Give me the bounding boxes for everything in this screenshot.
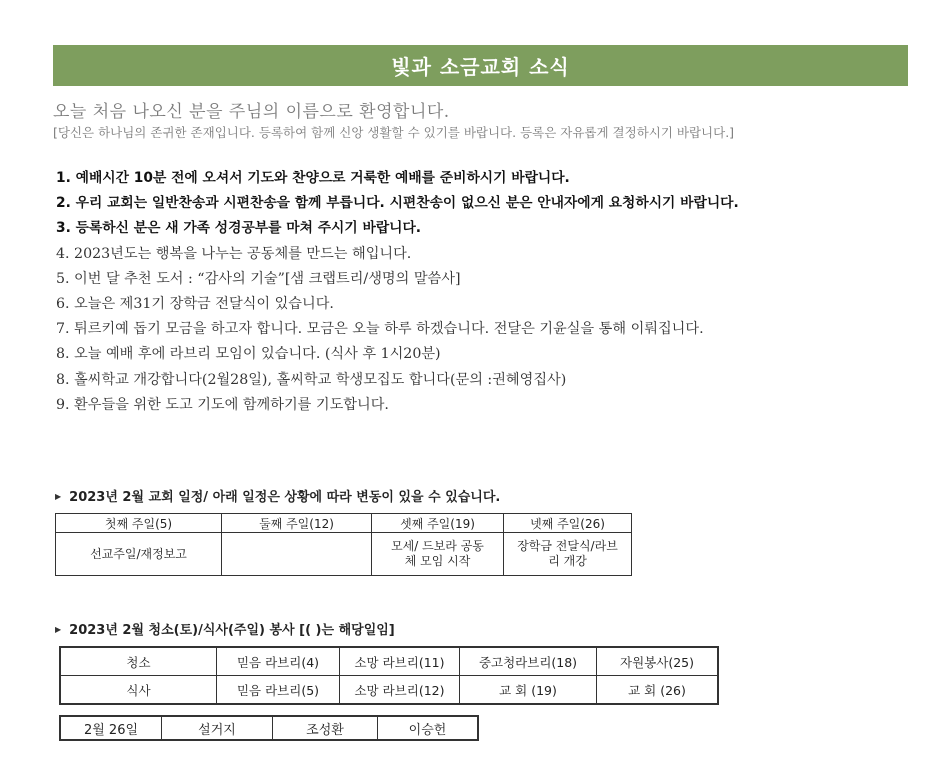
table-cell: 이승헌 — [378, 716, 479, 740]
table-cell: 소망 라브리(12) — [340, 676, 460, 705]
table-header-row — [56, 514, 632, 533]
table-cell: 2월 26일 — [60, 716, 162, 740]
table-cell — [222, 533, 372, 576]
welcome-subtext: [당신은 하나님의 존귀한 존재입니다. 등록하여 함께 신앙 생활할 수 있기를 바랍니다. 등록은 자유롭게 결정하시기 바랍니다.] — [53, 125, 735, 140]
table-cell: 자원봉사(25) — [597, 647, 719, 676]
table-cell: 설거지 — [162, 716, 273, 740]
column-header: 셋째 주일(19) — [372, 514, 504, 533]
notice-item: 5. 이번 달 추천 도서 : “감사의 기술”[샘 크랩트리/생명의 말씀사] — [56, 270, 461, 287]
notice-item: 2. 우리 교회는 일반찬송과 시편찬송을 함께 부릅니다. 시편찬송이 없으신 분은 안내자에게 요청하시기 바랍니다. — [56, 195, 739, 212]
notice-item: 7. 튀르키예 돕기 모금을 하고자 합니다. 모금은 오늘 하루 하겠습니다. 전달은 기윤실을 통해 이뤄집니다. — [56, 321, 704, 338]
table-row — [60, 647, 718, 676]
column-header: 넷째 주일(26) — [504, 514, 632, 533]
bullet-triangle-icon: ▶ — [55, 625, 62, 634]
notice-item: 1. 예배시간 10분 전에 오셔서 기도와 찬양으로 거룩한 예배를 준비하시기 바랍니다. — [56, 170, 570, 186]
schedule-section-title — [55, 486, 500, 505]
notice-item: 6. 오늘은 제31기 장학금 전달식이 있습니다. — [56, 296, 334, 313]
notice-item: 8. 오늘 예배 후에 라브리 모임이 있습니다. (식사 후 1시20분) — [56, 346, 441, 363]
table-cell: 교 회 (26) — [597, 676, 719, 705]
table-cell: 중고청라브리(18) — [460, 647, 597, 676]
column-header: 둘째 주일(12) — [222, 514, 372, 533]
welcome-message: 오늘 처음 나오신 분을 주님의 이름으로 환영합니다. — [53, 102, 450, 122]
table-cell: 조성환 — [273, 716, 378, 740]
table-cell: 선교주일/재정보고 — [56, 533, 222, 576]
table-cell: 식사 — [60, 676, 217, 705]
notice-item: 9. 환우들을 위한 도고 기도에 함께하기를 기도합니다. — [56, 396, 389, 413]
duty-section-title — [55, 619, 395, 638]
notice-item: 3. 등록하신 분은 새 가족 성경공부를 마쳐 주시기 바랍니다. — [56, 220, 422, 237]
notice-item: 4. 2023년도는 행복을 나누는 공동체를 만드는 해입니다. — [56, 245, 412, 262]
table-row — [56, 533, 632, 576]
table-cell: 소망 라브리(11) — [340, 647, 460, 676]
table-cell: 장학금 전달식/라브리 개강 — [504, 533, 632, 576]
notice-item: 8. 홀씨학교 개강합니다(2월28일), 홀씨학교 학생모집도 합니다(문의 :권혜영집사) — [56, 371, 567, 388]
table-cell: 교 회 (19) — [460, 676, 597, 705]
monthly-schedule-table — [55, 513, 632, 576]
bullet-triangle-icon: ▶ — [55, 492, 62, 501]
dishwashing-duty-table — [59, 715, 479, 741]
schedule-title: 2023년 2월 교회 일정/ 아래 일정은 상황에 따라 변동이 있을 수 있습니다. — [69, 490, 501, 505]
table-cell: 모세/ 드보라 공동체 모임 시작 — [372, 533, 504, 576]
table-cell: 믿음 라브리(5) — [217, 676, 340, 705]
duty-title: 2023년 2월 청소(토)/식사(주일) 봉사 [( )는 해당일임] — [69, 623, 395, 638]
table-row — [60, 676, 718, 705]
notice-list — [56, 166, 739, 418]
table-cell: 청소 — [60, 647, 217, 676]
service-duty-table — [59, 646, 719, 705]
table-cell: 믿음 라브리(4) — [217, 647, 340, 676]
column-header: 첫째 주일(5) — [56, 514, 222, 533]
table-row — [60, 716, 478, 740]
bulletin-title: 빛과 소금교회 소식 — [391, 55, 570, 79]
bulletin-title-banner — [53, 45, 908, 86]
